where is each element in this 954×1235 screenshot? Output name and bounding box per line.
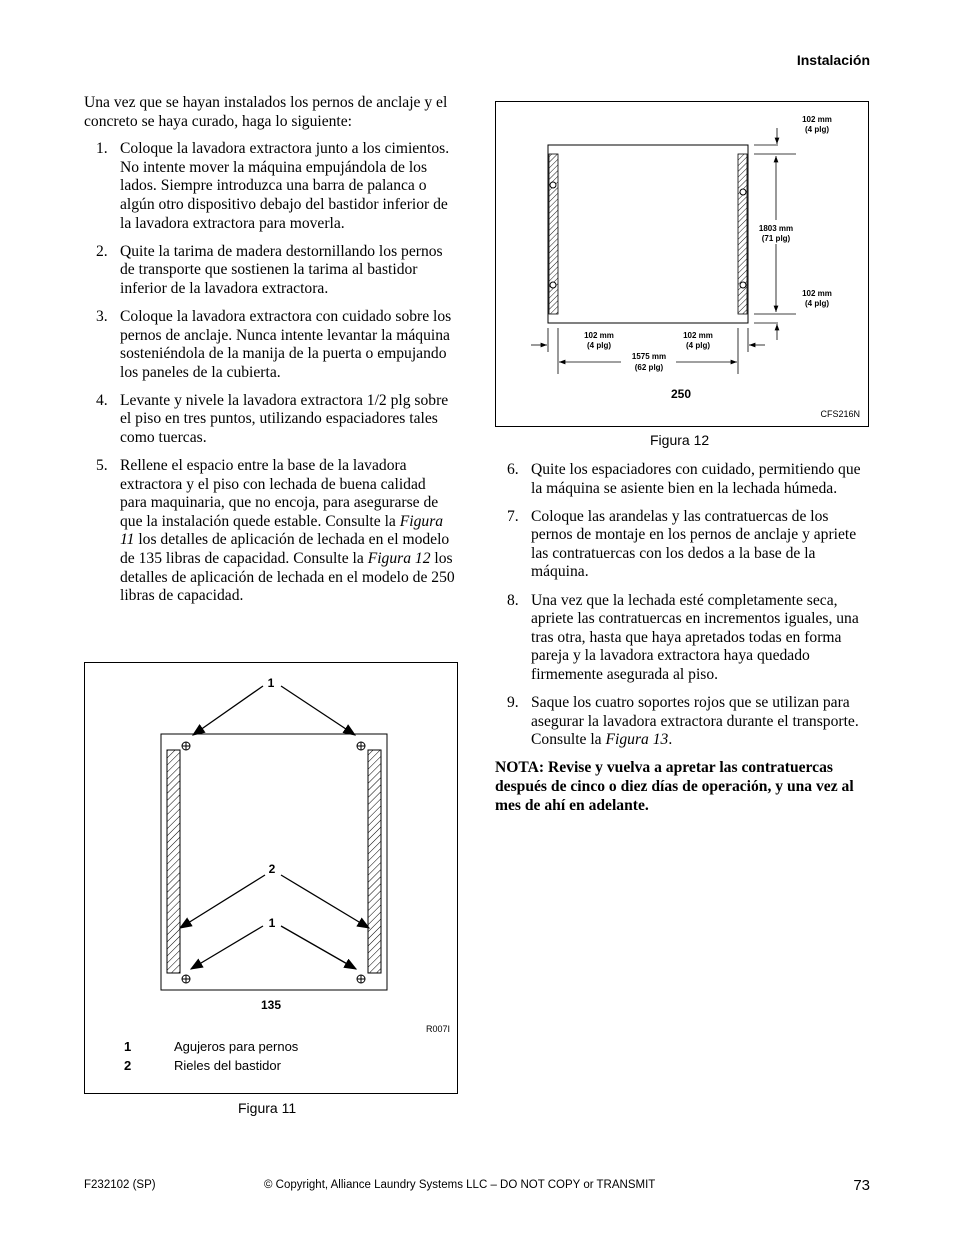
figure-12-reference[interactable]: Figura 12 <box>367 550 431 568</box>
right-column <box>495 461 871 831</box>
dim-right-mm: 102 mm <box>683 331 713 340</box>
step-number: 5. <box>96 457 108 475</box>
figure-11-reference[interactable]: Figura 11 <box>120 512 444 549</box>
step-text-a: Rellene el espacio entre la base de la lavadora extractora y el piso con lechada de buena calidad para maquinaria, que no encoja, para asegurarse de que la instalación quede estable. Consulte la <box>120 457 439 530</box>
legend-label: Rieles del bastidor <box>174 1058 281 1073</box>
figure-12-drawing <box>496 102 868 426</box>
step-text: Quite los espaciadores con cuidado, permitiendo que la máquina se asiente bien en la lechada húmeda. <box>531 461 861 497</box>
bolt-hole <box>550 282 556 288</box>
list-item <box>84 140 456 233</box>
legend-row <box>124 1039 298 1058</box>
dim-left-in: (4 plg) <box>587 341 611 350</box>
dim-right-in: (4 plg) <box>686 341 710 350</box>
step-text: Una vez que la lechada esté completamente seca, apriete las contratuercas en incrementos iguales, una tras otra, hasta que haya apretados todas en forma pareja y la lavadora extractora haya quedado firmemente asegurada al piso. <box>531 591 859 683</box>
step-number: 8. <box>507 591 519 609</box>
step-text-c: los detalles de aplicación de lechada en el modelo de 250 libras de capacidad. <box>120 550 455 605</box>
intro-paragraph: Una vez que se hayan instalados los pernos de anclaje y el concreto se haya curado, haga lo siguiente: <box>84 94 448 130</box>
left-column <box>84 94 456 615</box>
dim-top-mm: 102 mm <box>802 115 832 124</box>
list-item <box>495 592 871 685</box>
step-text-a: Saque los cuatro soportes rojos que se utilizan para asegurar la lavadora extractora durante el transporte. Consulte la <box>531 694 859 749</box>
callout-arrow <box>180 875 265 928</box>
step-number: 2. <box>96 242 108 260</box>
step-text: Coloque la lavadora extractora junto a los cimientos. No intente mover la máquina empujándola de los lados. Siempre introduzca una barra de palanca o algún otro dispositivo debajo del bastidor inferior de la lavadora extractora para moverla. <box>120 140 450 232</box>
callout-label: 1 <box>267 676 275 690</box>
dim-bottom-mm: 102 mm <box>802 289 832 298</box>
step-text: Levante y nivele la lavadora extractora 1/2 plg sobre el piso en tres puntos, utilizando espaciadores tales como tuercas. <box>120 391 449 446</box>
callout-arrow <box>191 926 263 969</box>
bolt-hole <box>550 182 556 188</box>
figure-12 <box>495 101 869 427</box>
figure-11-caption: Figura 11 <box>238 1100 297 1116</box>
machine-base-outline <box>548 145 748 323</box>
list-item <box>84 243 456 299</box>
step-number: 7. <box>507 507 519 525</box>
bolt-hole <box>740 282 746 288</box>
figure-13-reference[interactable]: Figura 13 <box>605 731 669 749</box>
step-text: Coloque la lavadora extractora con cuidado sobre los pernos de anclaje. Nunca intente levantar la máquina sosteniéndola de la manija de la puerta o empujando los paneles de la cubierta. <box>120 307 452 381</box>
list-item <box>84 308 456 382</box>
bolt-hole <box>740 189 746 195</box>
step-text: Coloque las arandelas y las contratuercas de los pernos de montaje en los pernos de anclaje y apriete las contratuercas con los dedos a la base de la máquina. <box>531 507 857 581</box>
model-label: 250 <box>670 387 692 401</box>
dim-left-mm: 102 mm <box>584 331 614 340</box>
figure-11-drawing <box>85 663 457 1093</box>
model-label: 135 <box>260 998 282 1012</box>
list-item <box>495 508 871 582</box>
list-item <box>84 457 456 606</box>
figure-code: R007I <box>425 1024 450 1034</box>
step-number: 1. <box>96 140 108 158</box>
page-number: 73 <box>853 1177 870 1194</box>
callout-arrow <box>281 686 355 735</box>
legend-number: 2 <box>124 1058 132 1073</box>
figure-legend <box>124 1039 298 1073</box>
document-code: F232102 (SP) <box>84 1179 156 1191</box>
callout-label: 2 <box>268 862 276 876</box>
steps-list-left <box>84 140 456 606</box>
frame-rail-left <box>549 154 558 314</box>
dim-bottom-in: (4 plg) <box>805 299 829 308</box>
step-number: 3. <box>96 307 108 325</box>
section-header: Instalación <box>796 52 870 68</box>
step-number: 9. <box>507 694 519 712</box>
step-text-b: los detalles de aplicación de lechada en el modelo de 135 libras de capacidad. Consulte la <box>120 531 450 568</box>
bolt-hole-top-right <box>357 742 365 750</box>
step-number: 6. <box>507 461 519 478</box>
steps-list-right <box>495 461 871 750</box>
step-text: Quite la tarima de madera destornillando los pernos de transporte que sostienen la tarima al bastidor inferior de la lavadora extractora. <box>120 242 443 297</box>
copyright-notice: © Copyright, Alliance Laundry Systems LLC – DO NOT COPY or TRANSMIT <box>264 1179 656 1191</box>
list-item <box>84 392 456 448</box>
dim-width-mm: 1575 mm <box>631 352 667 361</box>
step-number: 4. <box>96 391 108 409</box>
figure-11 <box>84 662 458 1094</box>
legend-label: Agujeros para pernos <box>174 1039 299 1054</box>
callout-label: 1 <box>268 916 276 930</box>
figure-12-caption: Figura 12 <box>650 432 710 448</box>
legend-row <box>124 1058 298 1073</box>
bolt-hole-top-left <box>182 742 190 750</box>
bolt-hole-bottom-left <box>182 975 190 983</box>
dim-height-mm: 1803 mm <box>758 224 794 233</box>
callout-arrow <box>193 686 263 735</box>
callout-arrow <box>281 926 356 969</box>
frame-rail-right <box>368 750 381 973</box>
step-text-b: . <box>668 731 673 749</box>
figure-code: CFS216N <box>820 409 860 419</box>
legend-number: 1 <box>124 1039 132 1054</box>
frame-rail-left <box>167 750 180 973</box>
list-item <box>495 461 871 498</box>
note-paragraph: NOTA: Revise y vuelva a apretar las contratuercas después de cinco o diez días de operación, y una vez al mes de ahí en adelante. <box>495 759 854 814</box>
dim-height-in: (71 plg) <box>761 234 791 243</box>
frame-rail-right <box>738 154 747 314</box>
dim-top-in: (4 plg) <box>805 125 829 134</box>
list-item <box>495 694 871 750</box>
callout-arrow <box>281 875 369 928</box>
dim-width-in: (62 plg) <box>634 363 664 372</box>
bolt-hole-bottom-right <box>357 975 365 983</box>
